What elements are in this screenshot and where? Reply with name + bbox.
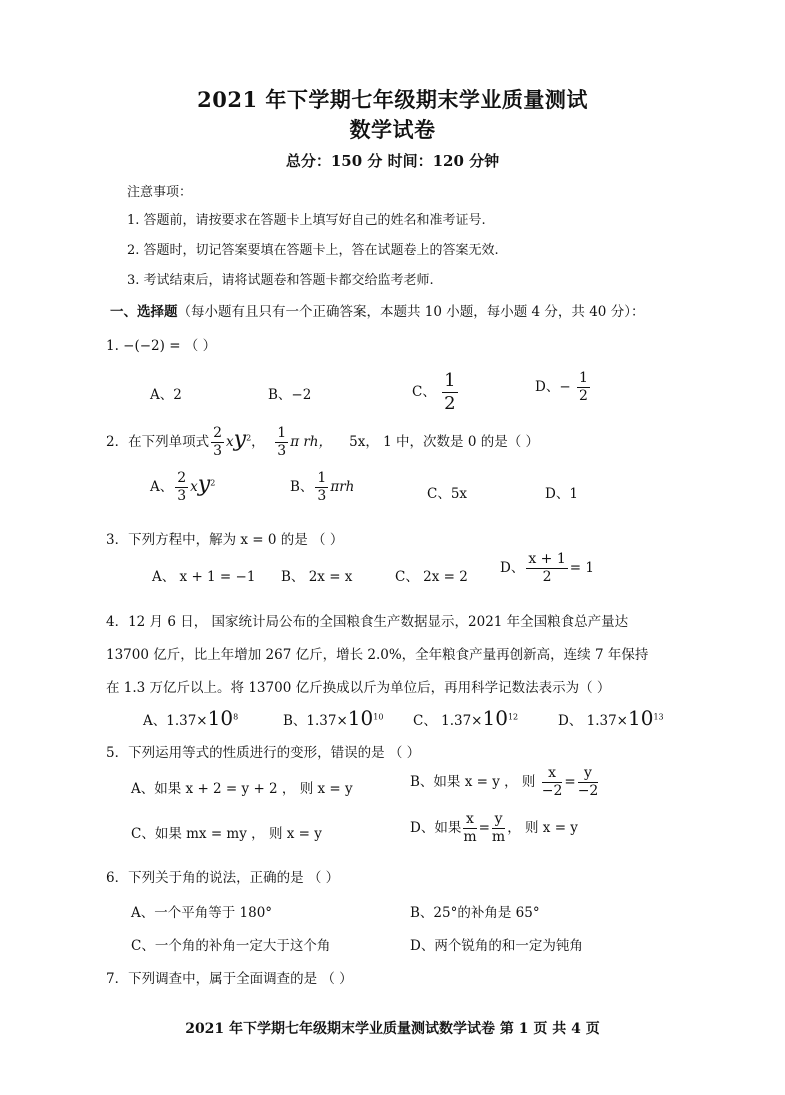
q5-option-c: C、如果 mx = my ， 则 x = y	[131, 826, 322, 842]
q1-option-a: A、2	[150, 387, 182, 403]
q4-option-b: B、$1.37\times 10^{10}$	[283, 706, 384, 730]
fraction: $\frac{1}{3}$	[277, 425, 287, 459]
q4-option-d: D、 $1.37\times 10^{13}$	[558, 706, 664, 730]
fraction: $\frac{x + 1}{2}$	[528, 551, 566, 585]
q2-option-c: C、5x	[427, 486, 468, 502]
question-5-stem: 5．下列运用等式的性质进行的变形，错误的是 （ ）	[106, 745, 421, 761]
question-4-line: 13700 亿斤，比上年增加 267 亿斤，增长 2.0%，全年粮食产量再创新高，连续 7 年保持	[106, 647, 649, 663]
q6-option-a: A、一个平角等于 180°	[131, 905, 273, 921]
q5-option-b: B、如果 x = y ， 则 $\frac{x}{-2}$ = $\frac{y}{-2}$	[410, 765, 599, 799]
fraction: $\frac{2}{3}$	[213, 425, 223, 459]
fraction: $\frac{x}{m}$	[463, 811, 477, 845]
q3-option-b: B、 2x = x	[281, 569, 353, 585]
fraction: $\frac{2}{3}$	[177, 470, 187, 504]
q6-option-c: C、一个角的补角一定大于这个角	[131, 938, 331, 954]
fraction: $\frac{y}{-2}$	[577, 765, 599, 799]
q4-option-a: A、$1.37\times 10^8$	[143, 706, 239, 730]
question-1-stem: 1. −(−2) = （ ）	[106, 338, 217, 354]
q6-option-d: D、两个锐角的和一定为钝角	[410, 938, 583, 954]
question-6-stem: 6．下列关于角的说法，正确的是 （ ）	[106, 870, 340, 886]
notes-heading: 注意事项：	[127, 185, 193, 200]
note-item: 1. 答题前，请按要求在答题卡上填写好自己的姓名和准考证号.	[127, 213, 486, 228]
q4-option-c: C、 $1.37\times 10^{12}$	[413, 706, 519, 730]
q5-option-d: D、如果 $\frac{x}{m}$ = $\frac{y}{m}$ ， 则 x = y	[410, 811, 578, 845]
q2-option-b: B、 $\frac{1}{3}$ πrh	[290, 470, 355, 504]
q3-option-a: A、 x + 1 = −1	[152, 569, 256, 585]
exam-subtitle: 数学试卷	[349, 117, 436, 142]
page-footer: 2021 年下学期七年级期末学业质量测试数学试卷 第 1 页 共 4 页	[185, 1021, 600, 1037]
q1-option-c: C、 $\frac{1}{2}$	[412, 370, 456, 414]
q5-option-a: A、如果 x + 2 = y + 2 ， 则 x = y	[131, 781, 353, 797]
fraction: $\frac{y}{m}$	[491, 811, 506, 845]
fraction: $\frac{x}{-2}$	[541, 765, 563, 799]
question-7-stem: 7．下列调查中，属于全面调查的是 （ ）	[106, 971, 353, 987]
q2-option-d: D、1	[545, 486, 578, 502]
exam-title: 2021 年下学期七年级期末学业质量测试	[197, 87, 588, 112]
fraction: $\frac{1}{3}$	[317, 470, 327, 504]
q2-option-a: A、 $\frac{2}{3}$ $xy^2$	[150, 470, 216, 504]
section-title: 一、选择题	[110, 304, 178, 320]
fraction: $\frac{1}{2}$	[578, 370, 588, 404]
section-desc: （每小题有且只有一个正确答案，本题共 10 小题，每小题 4 分，共 40 分）：	[177, 304, 645, 320]
question-3-stem: 3．下列方程中，解为 x = 0 的是 （ ）	[106, 532, 344, 548]
note-item: 3. 考试结束后，请将试题卷和答题卡都交给监考老师.	[127, 273, 434, 288]
fraction: $\frac{1}{2}$	[444, 370, 456, 414]
q3-option-c: C、 2x = 2	[395, 569, 468, 585]
note-item: 2. 答题时，切记答案要填在答题卡上，答在试题卷上的答案无效.	[127, 243, 499, 258]
question-4-line: 4．12 月 6 日， 国家统计局公布的全国粮食生产数据显示，2021 年全国粮食总产量达	[106, 614, 629, 630]
q6-option-b: B、25°的补角是 65°	[410, 905, 540, 921]
question-4-line: 在 1.3 万亿斤以上。将 13700 亿斤换成以斤为单位后，再用科学记数法表示为（ ）	[106, 680, 611, 696]
question-2-stem: 2．在下列单项式 $\frac{2}{3}$ $xy^2$， $\frac{1}{3}$ π rh， 5x， 1 中，次数是 0 的是（ ）	[106, 425, 540, 459]
section-heading	[110, 300, 644, 320]
q3-option-d: D、 $\frac{x + 1}{2}$ = 1	[500, 551, 594, 585]
q1-option-b: B、−2	[268, 387, 312, 403]
exam-info: 总分：150 分 时间：120 分钟	[285, 152, 500, 170]
q1-option-d: D、− $\frac{1}{2}$	[535, 370, 588, 404]
